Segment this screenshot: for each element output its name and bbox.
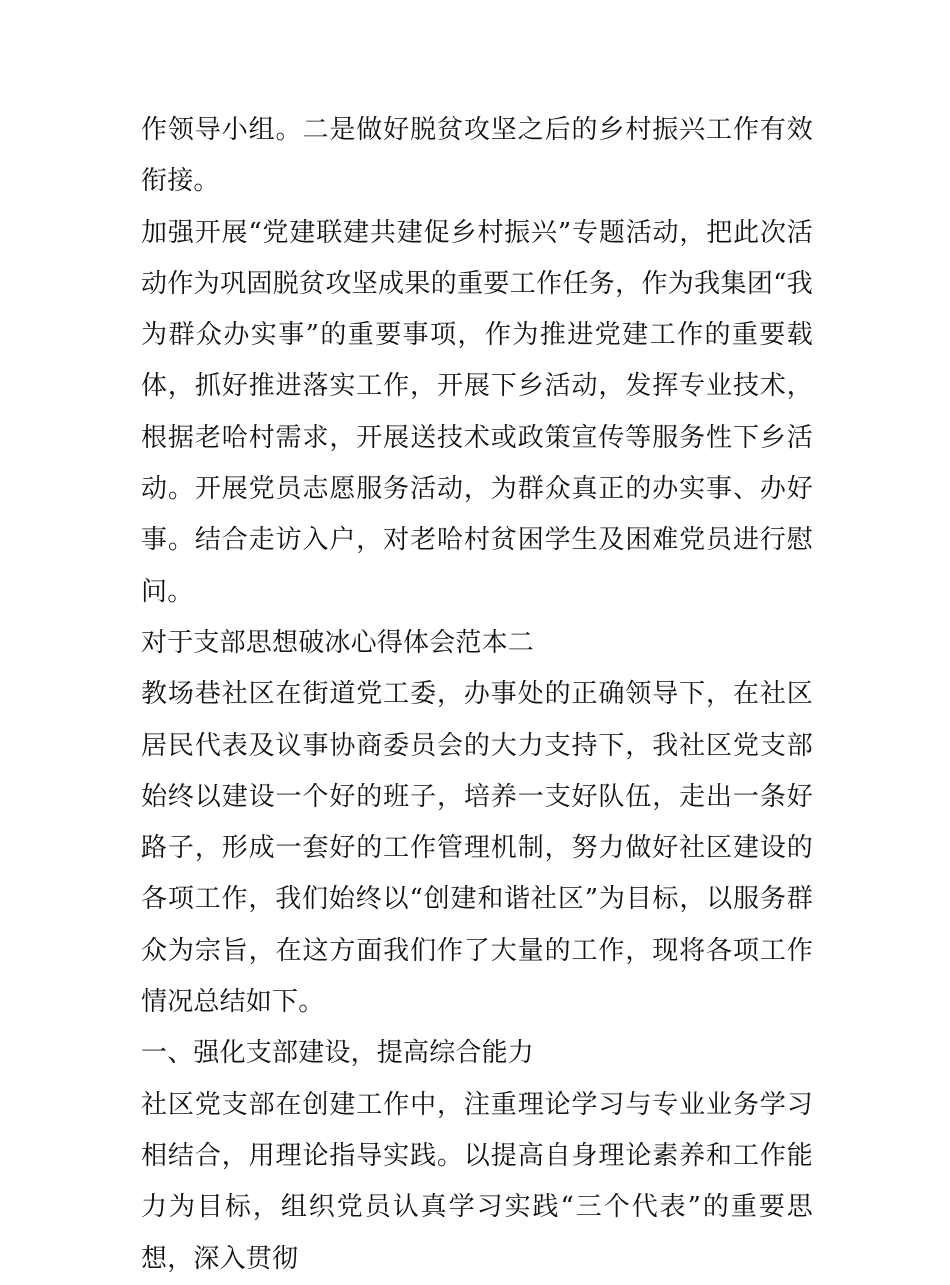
paragraph-theory-study: 社区党支部在创建工作中，注重理论学习与专业业务学习相结合，用理论指导实践。以提高自身理论素养和工作能力为目标，组织党员认真学习实践“三个代表”的重要思想，深入贯彻: [141, 1089, 813, 1274]
document-body: [141, 105, 813, 1285]
paragraph-continuation: 作领导小组。二是做好脱贫攻坚之后的乡村振兴工作有效衔接。: [141, 115, 813, 197]
section-title-sample-two: 对于支部思想破冰心得体会范本二: [141, 627, 535, 658]
paragraph-community-summary: 教场巷社区在街道党工委，办事处的正确领导下，在社区居民代表及议事协商委员会的大力支持下，我社区党支部始终以建设一个好的班子，培养一支好队伍，走出一条好路子，形成一套好的工作管理机制，努力做好社区建设的各项工作，我们始终以“创建和谐社区”为目标，以服务群众为宗旨，在这方面我们作了大量的工作，现将各项工作情况总结如下。: [141, 679, 813, 1018]
paragraph-party-building-activity: 加强开展“党建联建共建促乡村振兴”专题活动，把此次活动作为巩固脱贫攻坚成果的重要工作任务，作为我集团“我为群众办实事”的重要事项，作为推进党建工作的重要载体，抓好推进落实工作，开展下乡活动，发挥专业技术，根据老哈村需求，开展送技术或政策宣传等服务性下乡活动。开展党员志愿服务活动，为群众真正的办实事、办好事。结合走访入户，对老哈村贫困学生及困难党员进行慰问。: [141, 217, 813, 607]
section-heading-branch-building: 一、强化支部建设，提高综合能力: [141, 1038, 535, 1069]
